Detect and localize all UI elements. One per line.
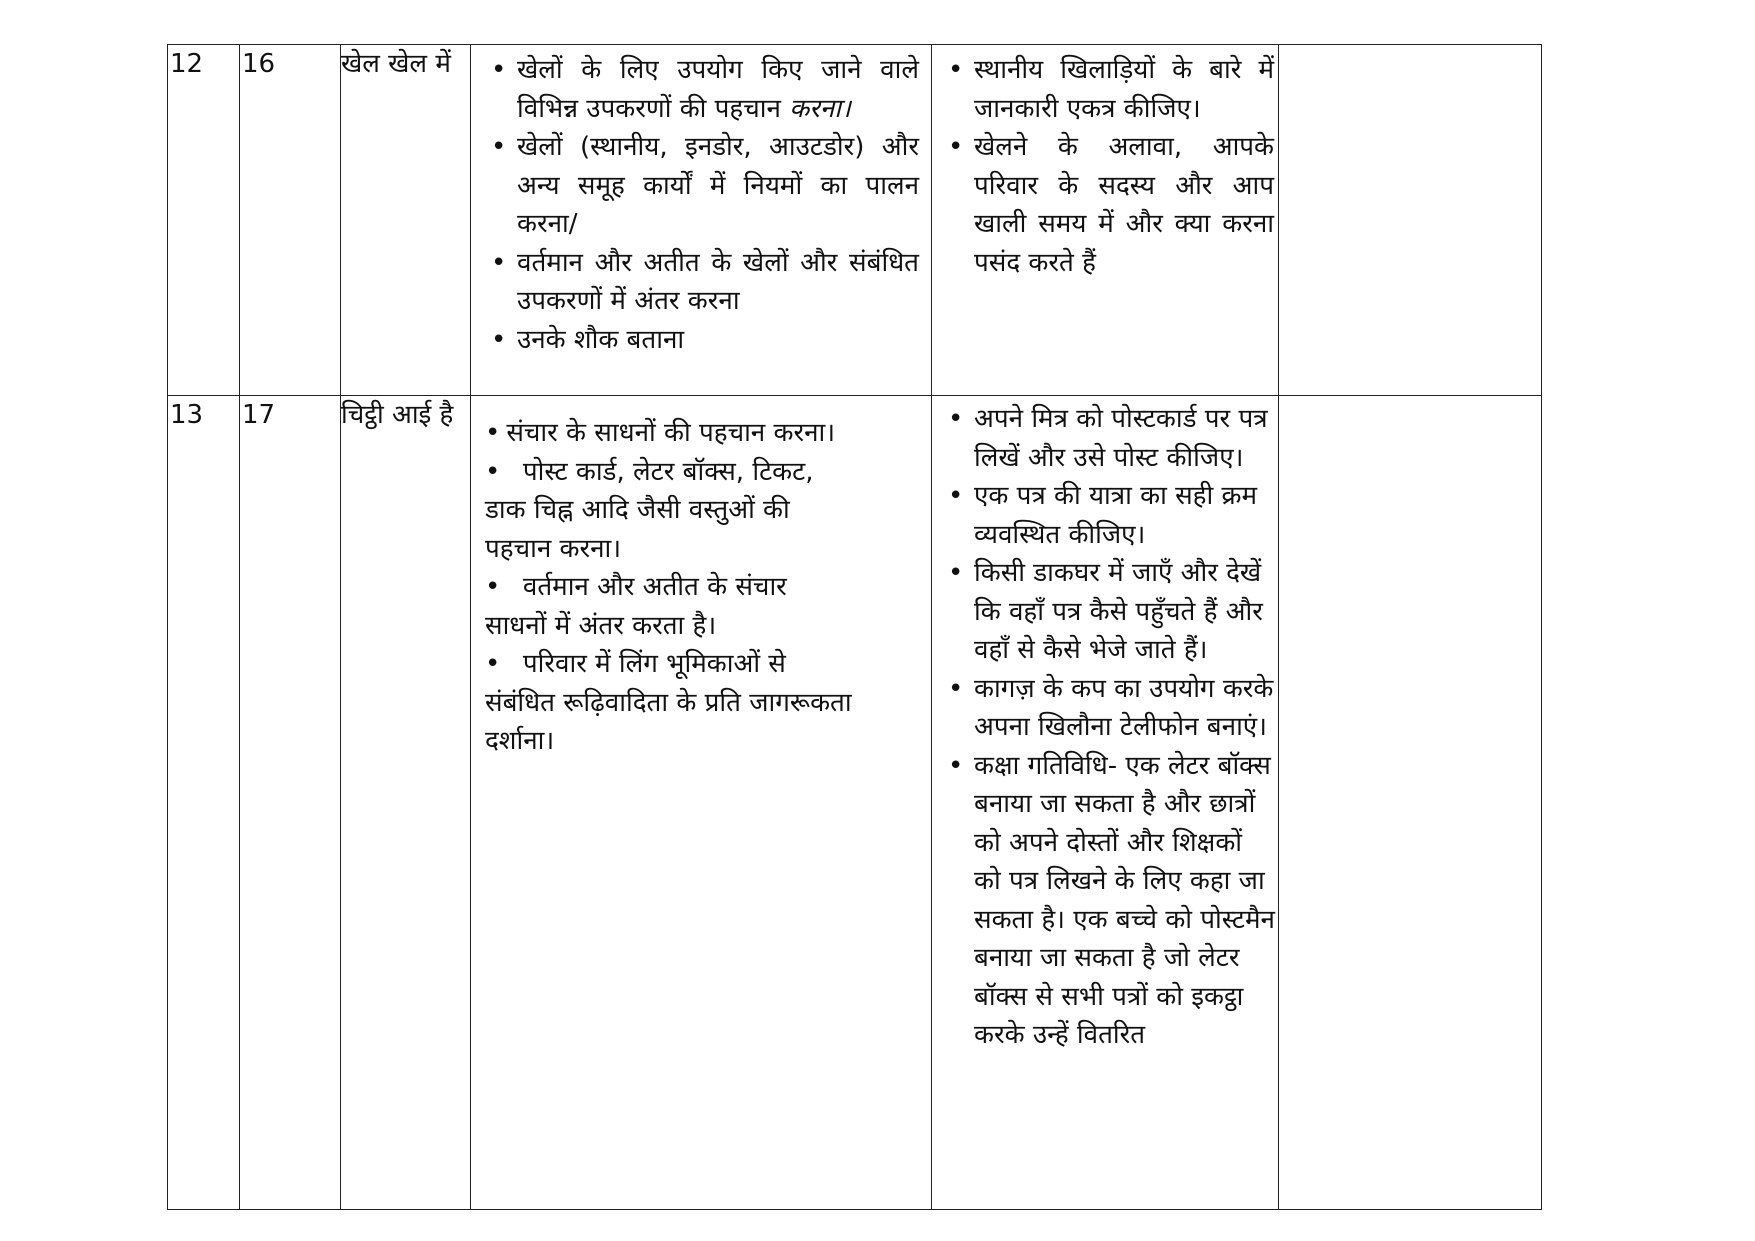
chapter-number: 17 xyxy=(242,400,276,430)
list-item: • स्थानीय खिलाड़ियों के बारे में जानकारी एकत्र कीजिए। xyxy=(936,51,1274,128)
objective-text: खेलों (स्थानीय, इनडोर, आउटडोर) xyxy=(517,132,865,162)
activities-list xyxy=(936,400,1276,1055)
objectives-list xyxy=(479,51,919,359)
chapter-title: चिट्ठी आई है xyxy=(341,400,454,430)
list-item xyxy=(479,51,919,128)
chapter-number: 16 xyxy=(242,49,276,79)
learning-objectives-cell xyxy=(471,396,932,1210)
chapter-number-cell xyxy=(240,45,341,396)
objective-text-italic: करना। xyxy=(789,93,851,124)
list-item: • कागज़ के कप का उपयोग करके अपना खिलौना टेलीफोन बनाएं। xyxy=(936,670,1276,747)
list-item xyxy=(479,128,919,244)
serial-number: 12 xyxy=(170,49,204,79)
list-item: • अपने मित्र को पोस्टकार्ड पर पत्र लिखें और उसे पोस्ट कीजिए। xyxy=(936,400,1276,477)
list-item: • संचार के साधनों की पहचान करना। xyxy=(485,418,836,448)
list-item: • कक्षा गतिविधि- एक लेटर बॉक्स बनाया जा सकता है और छात्रों को अपने दोस्तों और शिक्षकों को पत्र लिखने के लिए कहा जा सकता है। एक बच्चे को पोस्टमैन बनाया जा सकता है जो लेटर बॉक्स से सभी पत्रों को इकट्ठा करके उन्हें वितरित xyxy=(936,747,1276,1055)
bullet-icon: • xyxy=(485,572,517,602)
list-item: • वर्तमान और अतीत के संचार साधनों में अंतर करता है। xyxy=(485,572,787,641)
serial-number: 13 xyxy=(170,400,204,430)
activities-cell xyxy=(932,396,1279,1210)
bullet-icon: • xyxy=(485,649,517,679)
chapter-title: खेल खेल में xyxy=(341,49,451,79)
table-row xyxy=(168,45,1542,396)
objective-text: और अन्य समूह कार्यों में नियमों का पालन करना/ xyxy=(517,132,920,239)
remarks-cell xyxy=(1279,396,1542,1210)
serial-number-cell xyxy=(168,396,240,1210)
objective-text: खेलों के लिए उपयोग किए जाने वाले विभिन्न उपकरणों की पहचान xyxy=(517,55,919,124)
remarks-cell xyxy=(1279,45,1542,396)
chapter-title-cell xyxy=(341,396,471,1210)
list-item: • किसी डाकघर में जाएँ और देखें कि वहाँ पत्र कैसे पहुँचते हैं और वहाँ से कैसे भेजे जाते हैं। xyxy=(936,554,1276,670)
activities-cell xyxy=(932,45,1279,396)
activities-list xyxy=(936,51,1274,282)
chapter-number-cell xyxy=(240,396,341,1210)
lesson-plan-table xyxy=(167,44,1542,1210)
list-item: • खेलने के अलावा, आपके परिवार के सदस्य और आप खाली समय में और क्या करना पसंद करते हैं xyxy=(936,128,1274,282)
list-item: • वर्तमान और अतीत के खेलों और संबंधित उपकरणों में अंतर करना xyxy=(479,244,919,321)
chapter-title-cell xyxy=(341,45,471,396)
bullet-icon: • xyxy=(485,456,517,487)
learning-objectives-cell xyxy=(471,45,932,396)
list-item: • उनके शौक बताना xyxy=(479,321,919,360)
table-row xyxy=(168,396,1542,1210)
serial-number-cell xyxy=(168,45,240,396)
objectives-list xyxy=(485,414,855,761)
bullet-icon: • xyxy=(485,418,501,448)
list-item: • परिवार में लिंग भूमिकाओं से संबंधित रूढ़िवादिता के प्रति जागरूकता दर्शाना। xyxy=(485,649,852,756)
list-item: • पोस्ट कार्ड, लेटर बॉक्स, टिकट, डाक चिह्न आदि जैसी वस्तुओं की पहचान करना। xyxy=(485,456,814,564)
list-item: • एक पत्र की यात्रा का सही क्रम व्यवस्थित कीजिए। xyxy=(936,477,1276,554)
